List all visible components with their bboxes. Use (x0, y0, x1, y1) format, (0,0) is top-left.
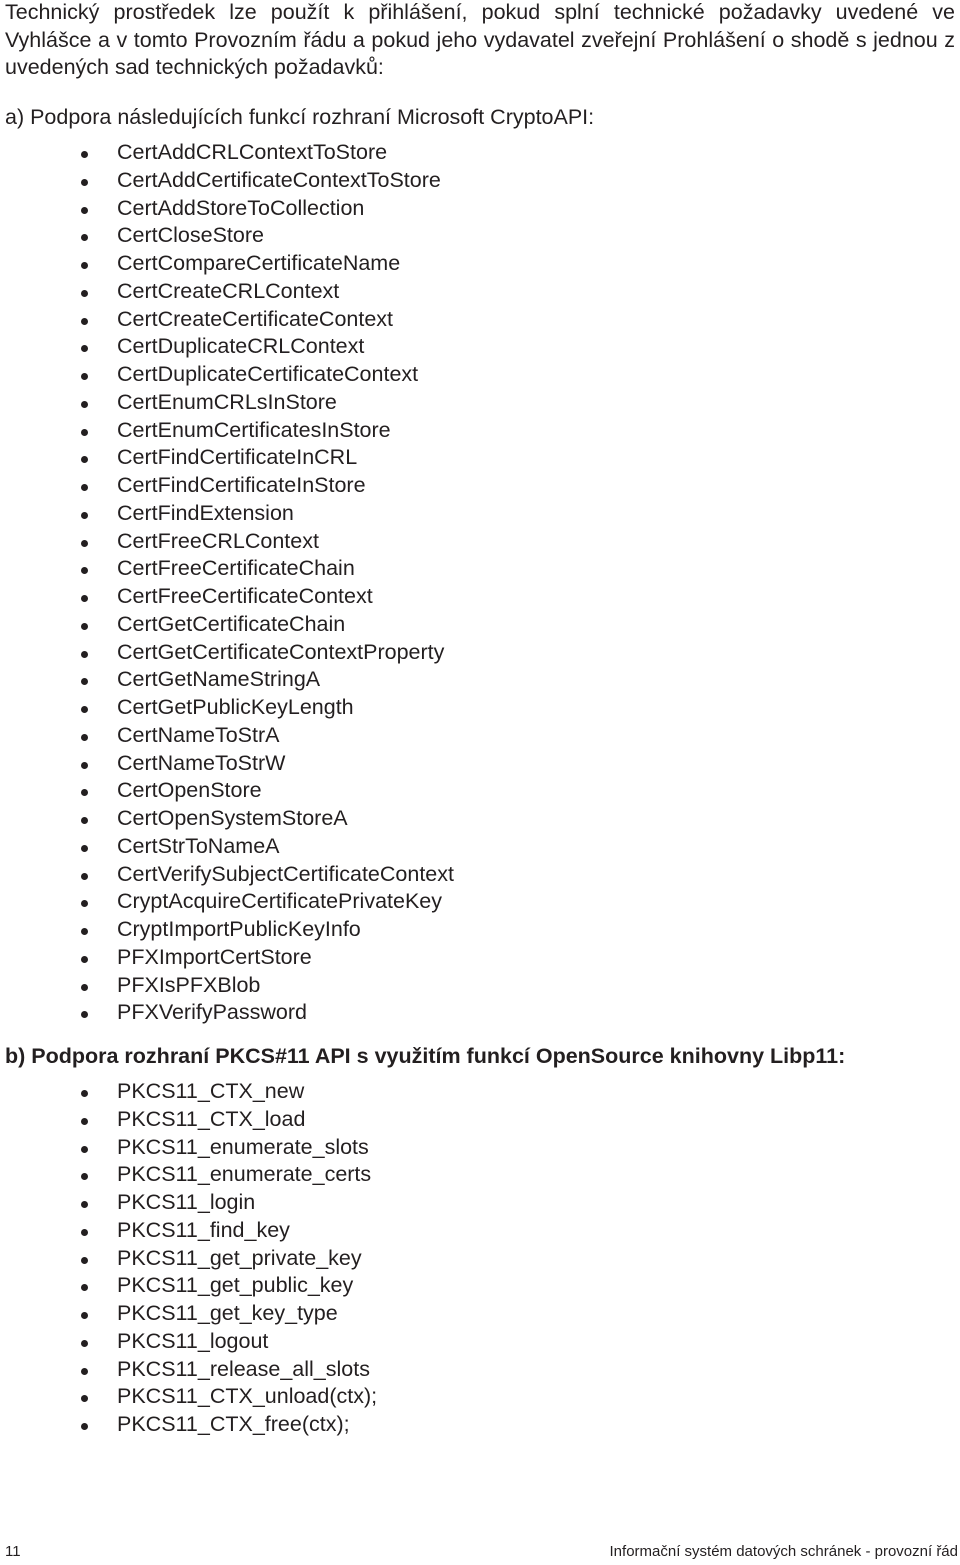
list-item: CertEnumCertificatesInStore (75, 417, 454, 445)
list-item: PKCS11_get_public_key (75, 1272, 377, 1300)
list-item: PKCS11_find_key (75, 1217, 377, 1245)
list-item: CryptAcquireCertificatePrivateKey (75, 888, 454, 916)
list-item: CertGetCertificateChain (75, 611, 454, 639)
footer-title: Informační systém datových schránek - provozní řád (609, 1543, 958, 1560)
intro-paragraph: Technický prostředek lze použít k přihlášení, pokud splní technické požadavky uvedené ve Vyhlášce a v tomto Provozním řádu a pokud jeho vydavatel zveřejní Prohlášení o shodě s jednou z uvedených sad technických požadavků: (5, 0, 955, 79)
list-item: CertFreeCRLContext (75, 528, 454, 556)
page-number: 11 (5, 1543, 21, 1560)
list-item: CertOpenSystemStoreA (75, 805, 454, 833)
list-item: PKCS11_get_private_key (75, 1245, 377, 1273)
list-item: PFXIsPFXBlob (75, 972, 454, 1000)
list-item: PKCS11_CTX_load (75, 1106, 377, 1134)
list-item: CertCreateCertificateContext (75, 306, 454, 334)
list-item: PKCS11_CTX_unload(ctx); (75, 1383, 377, 1411)
list-item: PKCS11_release_all_slots (75, 1356, 377, 1384)
list-item: CertEnumCRLsInStore (75, 389, 454, 417)
list-item: CertFindCertificateInCRL (75, 444, 454, 472)
list-item: PKCS11_enumerate_slots (75, 1134, 377, 1162)
list-item: CertStrToNameA (75, 833, 454, 861)
list-item: CertDuplicateCertificateContext (75, 361, 454, 389)
list-item: CertFreeCertificateChain (75, 555, 454, 583)
list-item: PKCS11_logout (75, 1328, 377, 1356)
list-item: CertGetNameStringA (75, 666, 454, 694)
list-item: CertAddCRLContextToStore (75, 139, 454, 167)
list-item: CertDuplicateCRLContext (75, 333, 454, 361)
list-item: CryptImportPublicKeyInfo (75, 916, 454, 944)
list-item: CertFindExtension (75, 500, 454, 528)
cryptoapi-function-list (75, 139, 454, 1027)
list-item: CertCreateCRLContext (75, 278, 454, 306)
list-item: CertAddStoreToCollection (75, 195, 454, 223)
list-item: CertVerifySubjectCertificateContext (75, 861, 454, 889)
list-item: CertFindCertificateInStore (75, 472, 454, 500)
section-b-heading: b) Podpora rozhraní PKCS#11 API s využitím funkcí OpenSource knihovny Libp11: (5, 1044, 846, 1068)
list-item: CertCloseStore (75, 222, 454, 250)
list-item: PKCS11_CTX_new (75, 1078, 377, 1106)
list-item: CertGetCertificateContextProperty (75, 639, 454, 667)
section-a-heading: a) Podpora následujících funkcí rozhraní Microsoft CryptoAPI: (5, 105, 595, 129)
list-item: PKCS11_get_key_type (75, 1300, 377, 1328)
list-item: CertCompareCertificateName (75, 250, 454, 278)
list-item: PKCS11_enumerate_certs (75, 1161, 377, 1189)
list-item: PKCS11_login (75, 1189, 377, 1217)
list-item: CertNameToStrA (75, 722, 454, 750)
list-item: PKCS11_CTX_free(ctx); (75, 1411, 377, 1439)
list-item: CertOpenStore (75, 777, 454, 805)
pkcs11-function-list (75, 1078, 377, 1439)
list-item: CertAddCertificateContextToStore (75, 167, 454, 195)
list-item: CertNameToStrW (75, 750, 454, 778)
list-item: CertGetPublicKeyLength (75, 694, 454, 722)
list-item: CertFreeCertificateContext (75, 583, 454, 611)
list-item: PFXImportCertStore (75, 944, 454, 972)
list-item: PFXVerifyPassword (75, 999, 454, 1027)
